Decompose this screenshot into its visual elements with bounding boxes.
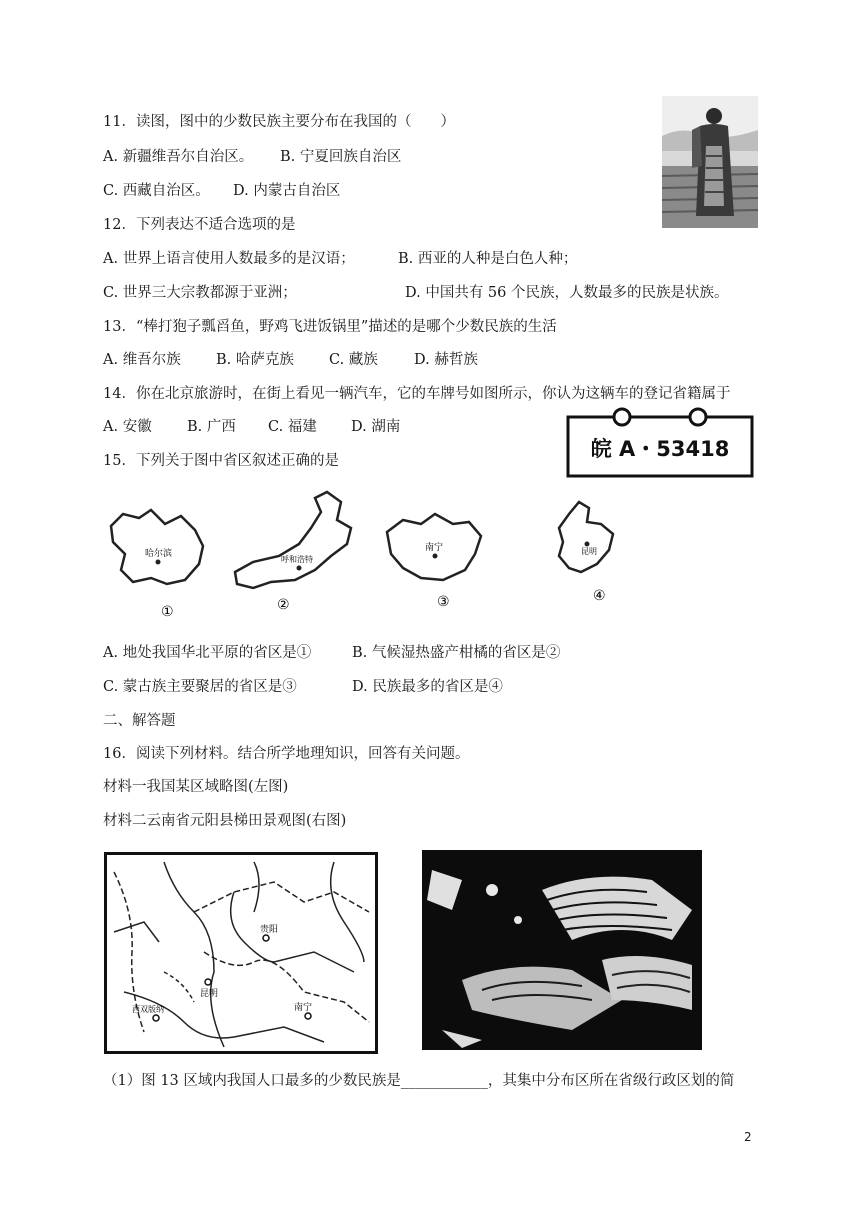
q13-option-c: C. 藏族 xyxy=(329,352,378,368)
q11-option-c: C. 西藏自治区。 xyxy=(103,183,210,199)
region-map xyxy=(104,852,378,1054)
q12-option-a: A. 世界上语言使用人数最多的是汉语； xyxy=(103,251,355,267)
map-label-nanning: 南宁 xyxy=(294,1003,313,1013)
map-1-number: ① xyxy=(161,604,174,620)
q15-option-c: C. 蒙古族主要聚居的省区是③ xyxy=(103,679,297,695)
map-label-guiyang: 贵阳 xyxy=(260,925,279,935)
section-heading: 二、解答题 xyxy=(103,713,176,729)
province-map-2 xyxy=(235,492,351,588)
q15-option-a: A. 地处我国华北平原的省区是① xyxy=(103,645,312,661)
q12-option-c: C. 世界三大宗教都源于亚洲； xyxy=(103,285,297,301)
q12-option-d: D. 中国共有 56 个民族，人数最多的民族是状族。 xyxy=(405,285,729,301)
tibetan-woman-photo xyxy=(662,96,758,228)
q13-stem: 13．“棒打狍子瓢舀鱼，野鸡飞进饭锅里”描述的是哪个少数民族的生活 xyxy=(103,319,557,335)
q16-material-1: 材料一我国某区域略图(左图) xyxy=(103,779,289,795)
plate-text: 皖 A・53418 xyxy=(590,437,730,461)
q11-option-a: A. 新疆维吾尔自治区。 xyxy=(103,149,254,165)
q14-stem: 14．你在北京旅游时，在街上看见一辆汽车，它的车牌号如图所示，你认为这辆车的登记省籍属于 xyxy=(103,386,731,402)
q11-option-d: D. 内蒙古自治区 xyxy=(233,183,341,199)
q16-stem: 16．阅读下列材料。结合所学地理知识，回答有关问题。 xyxy=(103,746,470,762)
map-4-number: ④ xyxy=(593,588,606,604)
province-maps xyxy=(103,484,648,624)
q14-option-a: A. 安徽 xyxy=(103,419,152,435)
q12-option-b: B. 西亚的人种是白色人种； xyxy=(398,251,578,267)
map-3-city: 南宁 xyxy=(425,543,444,553)
terrace-photo xyxy=(422,850,702,1050)
q15-stem: 15．下列关于图中省区叙述正确的是 xyxy=(103,453,339,469)
q14-option-b: B. 广西 xyxy=(187,419,236,435)
map-4-city: 昆明 xyxy=(581,547,597,556)
q14-option-d: D. 湖南 xyxy=(351,419,401,435)
q15-option-d: D. 民族最多的省区是④ xyxy=(352,679,503,695)
q14-option-c: C. 福建 xyxy=(268,419,317,435)
license-plate xyxy=(565,407,755,479)
q15-option-b: B. 气候湿热盛产柑橘的省区是② xyxy=(352,645,561,661)
q11-option-b: B. 宁夏回族自治区 xyxy=(280,149,402,165)
province-map-4 xyxy=(559,502,613,572)
map-2-city: 呼和浩特 xyxy=(281,555,313,564)
q13-option-b: B. 哈萨克族 xyxy=(216,352,294,368)
map-label-kunming: 昆明 xyxy=(200,989,219,999)
q13-option-d: D. 赫哲族 xyxy=(414,352,478,368)
page-number: 2 xyxy=(744,1130,752,1144)
q11-stem: 11．读图，图中的少数民族主要分布在我国的（ ） xyxy=(103,114,455,130)
q16-material-2: 材料二云南省元阳县梯田景观图(右图) xyxy=(103,813,347,829)
q16-sub-question-1: （1）图 13 区域内我国人口最多的少数民族是____________，其集中分布区所在省级行政区划的简 xyxy=(103,1073,735,1089)
map-3-number: ③ xyxy=(437,594,450,610)
q12-stem: 12．下列表达不适合选项的是 xyxy=(103,217,296,233)
map-1-city: 哈尔滨 xyxy=(145,549,173,559)
province-map-1 xyxy=(111,510,203,584)
map-label-xishuangbanna: 西双版纳 xyxy=(132,1005,164,1014)
q13-option-a: A. 维吾尔族 xyxy=(103,352,181,368)
map-2-number: ② xyxy=(277,597,290,613)
